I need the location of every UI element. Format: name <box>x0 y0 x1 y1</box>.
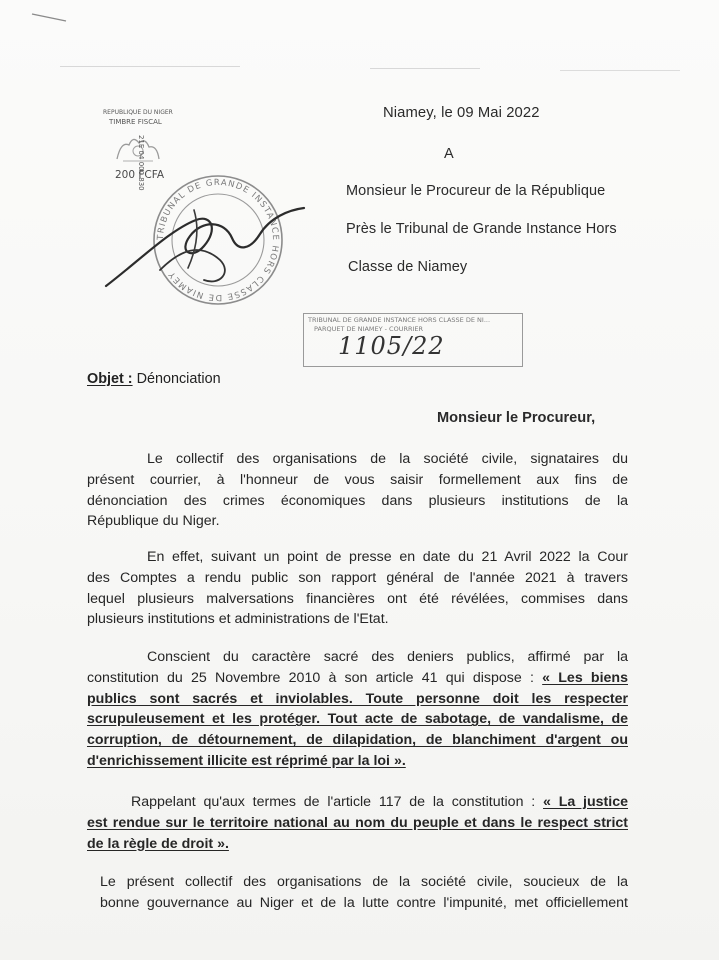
fiscal-stamp-line1: REPUBLIQUE DU NIGER <box>103 109 173 116</box>
paragraph-2-line: plusieurs institutions et administrations de l'Etat. <box>87 611 389 628</box>
fiscal-stamp-line2: TIMBRE FISCAL <box>109 118 162 126</box>
paragraph-5 <box>100 872 628 914</box>
paragraph-3-text: constitution du 25 Novembre 2010 à son article 41 qui dispose : <box>87 669 543 686</box>
reception-stamp-line1: TRIBUNAL DE GRANDE INSTANCE HORS CLASSE DE NI... <box>308 316 491 324</box>
letter-to: A <box>444 146 454 162</box>
paragraph-4 <box>87 792 628 854</box>
paragraph-2-line: des Comptes a rendu public son rapport général de l'année 2021 à travers <box>87 569 628 586</box>
paragraph-4-text: Rappelant qu'aux termes de l'article 117 de la constitution : <box>131 794 544 810</box>
reception-stamp-number: 1105/22 <box>338 332 445 360</box>
paragraph-2 <box>87 547 628 630</box>
round-stamp-ring-text: TRIBUNAL DE GRANDE INSTANCE HORS CLASSE DE NIAMEY <box>155 177 281 303</box>
paragraph-1-line: présent courrier, à l'honneur de vous saisir formellement aux fins de <box>87 471 628 488</box>
corner-mark-icon <box>30 10 70 24</box>
paragraph-4-line <box>87 792 628 813</box>
recipient-line-1: Monsieur le Procureur de la République <box>346 183 606 199</box>
fiscal-stamp-amount: 200 FCFA <box>115 169 165 181</box>
reception-stamp <box>303 313 523 367</box>
paragraph-3-line: Conscient du caractère sacré des deniers publics, affirmé par la <box>147 649 628 665</box>
paragraph-3-quote-line: corruption, de détournement, de dilapidation, de blanchiment d'argent ou <box>87 732 628 749</box>
paragraph-3 <box>87 647 628 772</box>
reception-stamp-line2: PARQUET DE NIAMEY - COURRIER <box>314 325 424 333</box>
paragraph-1 <box>87 449 628 532</box>
scan-artifact-line <box>370 68 480 69</box>
paragraph-3-quote-start: « Les biens <box>542 669 628 686</box>
object-value: Dénonciation <box>136 371 221 387</box>
paragraph-1-line: Le collectif des organisations de la société civile, signataires du <box>147 451 628 467</box>
paragraph-2-line: En effet, suivant un point de presse en date du 21 Avril 2022 la Cour <box>147 549 628 565</box>
scan-artifact-line <box>60 66 240 67</box>
paragraph-5-line: Le présent collectif des organisations de la société civile, soucieux de la <box>100 874 628 890</box>
paragraph-3-quote-line: scrupuleusement et les protéger. Tout acte de sabotage, de vandalisme, de <box>87 711 628 728</box>
paragraph-4-quote-start: « La justice <box>543 794 629 810</box>
paragraph-1-line: République du Niger. <box>87 513 220 530</box>
scan-artifact-line <box>560 70 680 71</box>
paragraph-4-quote-line: est rendue sur le territoire national au nom du peuple et dans le respect strict <box>87 814 628 831</box>
paragraph-4-quote-line: de la règle de droit ». <box>87 835 229 852</box>
recipient-line-3: Classe de Niamey <box>348 259 468 275</box>
fiscal-stamp-side: 21E 04 000 830 <box>137 135 145 191</box>
salutation: Monsieur le Procureur, <box>437 410 596 426</box>
signature-icon <box>100 190 310 300</box>
object-line <box>87 371 221 387</box>
paragraph-5-line: bonne gouvernance au Niger et de la lutte contre l'impunité, met officiellement <box>100 894 628 911</box>
object-label: Objet : <box>87 371 133 387</box>
letter-date: Niamey, le 09 Mai 2022 <box>383 105 540 121</box>
paragraph-3-quote-line: d'enrichissement illicite est réprimé par la loi ». <box>87 752 406 769</box>
paragraph-3-line <box>87 668 628 689</box>
paragraph-2-line: lequel plusieurs malversations financières ont été révélées, commises dans <box>87 590 628 607</box>
paragraph-3-quote-line: publics sont sacrés et inviolables. Toute personne doit les respecter <box>87 690 628 707</box>
recipient-line-2: Près le Tribunal de Grande Instance Hors <box>346 221 617 237</box>
paragraph-1-line: dénonciation des crimes économiques dans plusieurs institutions de la <box>87 492 628 509</box>
